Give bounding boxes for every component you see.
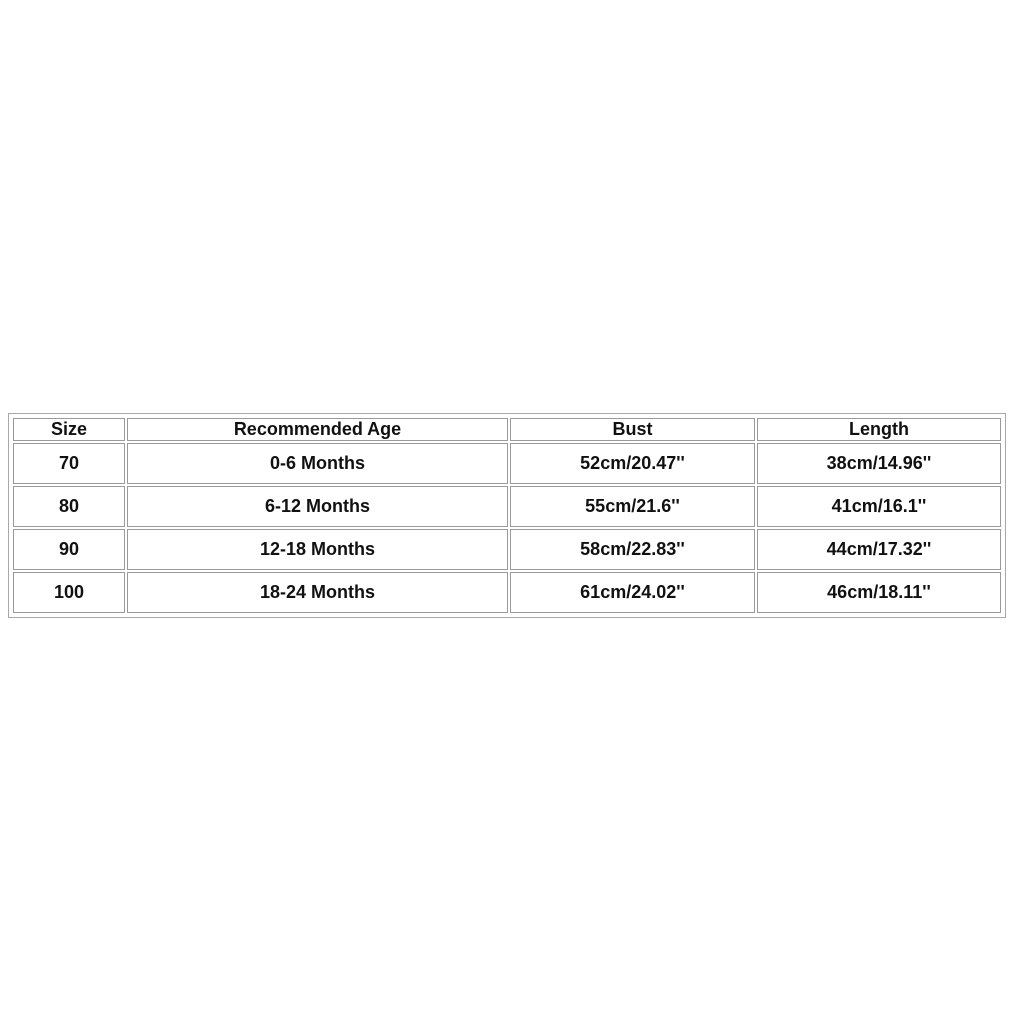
cell-age: 12-18 Months [127,529,508,570]
cell-size: 70 [13,443,125,484]
cell-bust: 61cm/24.02'' [510,572,755,613]
header-row [13,418,1001,441]
cell-length: 46cm/18.11'' [757,572,1001,613]
cell-age: 0-6 Months [127,443,508,484]
cell-length: 44cm/17.32'' [757,529,1001,570]
table-row [13,529,1001,570]
table-row [13,572,1001,613]
cell-bust: 58cm/22.83'' [510,529,755,570]
cell-length: 41cm/16.1'' [757,486,1001,527]
cell-bust: 55cm/21.6'' [510,486,755,527]
cell-length: 38cm/14.96'' [757,443,1001,484]
size-table [11,416,1003,615]
header-size: Size [13,418,125,441]
cell-bust: 52cm/20.47'' [510,443,755,484]
size-chart-table [8,413,1006,618]
cell-size: 100 [13,572,125,613]
cell-age: 6-12 Months [127,486,508,527]
header-bust: Bust [510,418,755,441]
table-row [13,486,1001,527]
header-recommended-age: Recommended Age [127,418,508,441]
cell-size: 90 [13,529,125,570]
cell-age: 18-24 Months [127,572,508,613]
header-length: Length [757,418,1001,441]
cell-size: 80 [13,486,125,527]
table-row [13,443,1001,484]
